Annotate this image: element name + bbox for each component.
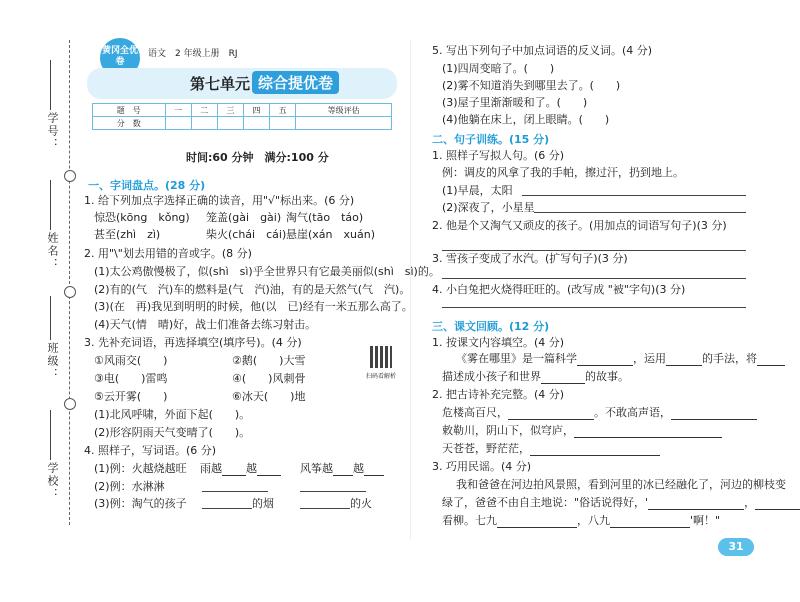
poem-text: 天苍苍，野茫茫， — [442, 442, 530, 455]
score-cell[interactable] — [243, 117, 269, 130]
table-cell: 等级评估 — [296, 104, 392, 117]
score-table — [92, 103, 392, 130]
answer-blank[interactable] — [648, 498, 744, 510]
table-cell: 三 — [217, 104, 243, 117]
unit-label: 第七单元 — [190, 75, 251, 93]
q4-example: (1)例：火越烧越旺 — [94, 462, 187, 475]
question-8: 3. 雪孩子变成了水汽。(扩写句子)(3 分) — [432, 252, 628, 265]
q2-item[interactable]: (2)有的(气 汽)车的燃料是(气 汽)油，有的是天然气(气 汽)。 — [94, 283, 411, 296]
table-cell: 五 — [270, 104, 296, 117]
section-1-title: 一、字词盘点。(28 分) — [88, 179, 206, 192]
answer-blank[interactable] — [333, 464, 353, 476]
answer-line[interactable] — [300, 508, 350, 509]
cut-line — [69, 40, 70, 525]
q2-item[interactable]: (1)太公鸡傲慢极了，似(shì sì)乎全世界只有它最美丽似(shì sì)的。 — [94, 265, 440, 278]
answer-line[interactable] — [442, 278, 746, 279]
q10-text: 的故事。 — [585, 370, 629, 383]
table-cell: 四 — [243, 104, 269, 117]
course-meta: 语文 2 年级上册 RJ — [148, 49, 238, 59]
question-12: 3. 巧用民谣。(4 分) — [432, 460, 532, 473]
q3-blank[interactable]: ②鹅( )大雪 — [232, 354, 306, 367]
answer-line[interactable] — [300, 491, 366, 492]
score-cell[interactable] — [270, 117, 296, 130]
q12-paragraph — [442, 496, 800, 510]
q10-text: 描述成小孩子和世界 — [442, 370, 541, 383]
answer-blank[interactable] — [574, 426, 722, 438]
q4-answer[interactable] — [200, 462, 281, 476]
answer-line[interactable] — [534, 212, 746, 213]
paper-title: 综合提优卷 — [252, 71, 339, 94]
q1-option[interactable]: 悬崖(xán xuán) — [286, 228, 375, 241]
question-5: 5. 写出下列句子中加点词语的反义词。(4 分) — [432, 44, 653, 57]
q2-item[interactable]: (3)(在 再)我见到明明的时候，他(以 已)经有一米五那么高了。 — [94, 300, 413, 313]
answer-blank[interactable] — [364, 464, 384, 476]
q10-line — [442, 370, 629, 384]
q12-paragraph — [442, 514, 720, 528]
hole-marker — [64, 286, 76, 298]
answer-line[interactable] — [442, 250, 746, 251]
answer-blank[interactable] — [666, 354, 702, 366]
q12-text: 看柳。七九 — [442, 514, 497, 527]
question-9: 4. 小白兔把火烧得旺旺的。(改写成 "被"字句)(3 分) — [432, 283, 686, 296]
qr-caption: 扫码看解析 — [366, 373, 397, 380]
q10-text: 《雾在哪里》是一篇科学 — [456, 352, 577, 365]
table-cell: 分 数 — [93, 117, 166, 130]
q3-blank[interactable]: ⑤云开雾( ) — [94, 390, 168, 403]
q5-item[interactable]: (2)雾不知道消失到哪里去了。( ) — [442, 79, 621, 92]
q3-sentence[interactable]: (1)北风呼啸，外面下起( )。 — [94, 408, 251, 421]
q5-item[interactable]: (1)四周变暗了。( ) — [442, 62, 555, 75]
section-3-title: 三、课文回顾。(12 分) — [432, 320, 550, 333]
school-line[interactable] — [50, 410, 51, 460]
table-cell: 一 — [165, 104, 191, 117]
table-cell: 题 号 — [93, 104, 166, 117]
poem-line — [442, 424, 722, 438]
score-cell[interactable] — [191, 117, 217, 130]
q4-word: 越 — [353, 462, 364, 475]
name-line[interactable] — [50, 180, 51, 230]
q1-option[interactable]: 淘气(tāo táo) — [286, 211, 364, 224]
column-divider — [410, 40, 411, 540]
q10-text: 的手法，将 — [702, 352, 757, 365]
q10-text: ，运用 — [633, 352, 666, 365]
q1-option[interactable]: 笼盖(gài gài) — [206, 211, 282, 224]
answer-line[interactable] — [522, 195, 746, 196]
q12-text: ，八九 — [577, 514, 610, 527]
answer-blank[interactable] — [530, 444, 660, 456]
q3-sentence[interactable]: (2)形容阴雨天气变晴了( )。 — [94, 426, 251, 439]
class-label: 班级： — [46, 342, 59, 381]
question-7: 2. 他是个又淘气又顽皮的孩子。(用加点的词语写句子)(3 分) — [432, 219, 727, 232]
answer-blank[interactable] — [671, 408, 757, 420]
answer-line[interactable] — [202, 508, 252, 509]
hole-marker — [64, 170, 76, 182]
q4-example: (3)例：淘气的孩子 — [94, 497, 187, 510]
question-4: 4. 照样子，写词语。(6 分) — [84, 444, 217, 457]
question-6: 1. 照样子写拟人句。(6 分) — [432, 149, 565, 162]
page-number: 31 — [718, 538, 754, 556]
answer-blank[interactable] — [497, 516, 577, 528]
poem-line — [442, 406, 757, 420]
q3-blank[interactable]: ④( )风刺骨 — [232, 372, 306, 385]
q4-word: 的烟 — [252, 497, 274, 510]
score-cell[interactable] — [296, 117, 392, 130]
q1-option[interactable]: 甚至(zhì zì) — [94, 228, 161, 241]
q3-blank[interactable]: ⑥冰天( )地 — [232, 390, 306, 403]
q4-word: 的火 — [350, 497, 372, 510]
question-11: 2. 把古诗补充完整。(4 分) — [432, 388, 565, 401]
name-label: 姓名： — [46, 232, 59, 271]
q12-text: 绿了，爸爸不由自主地说："俗话说得好，' — [442, 496, 649, 509]
poem-text: 敕勒川，阴山下，似穹庐， — [442, 424, 574, 437]
student-id-label: 学号： — [46, 112, 59, 151]
time-score-line: 时间:60 分钟 满分:100 分 — [186, 151, 329, 164]
section-2-title: 二、句子训练。(15 分) — [432, 133, 550, 146]
q5-item[interactable]: (3)屋子里渐渐暖和了。( ) — [442, 96, 588, 109]
brand-logo: 黄冈全优卷 — [100, 38, 140, 78]
answer-blank[interactable] — [577, 354, 633, 366]
poem-line — [442, 442, 660, 456]
q4-answer[interactable] — [300, 462, 384, 476]
qr-code[interactable] — [370, 346, 392, 368]
class-line[interactable] — [50, 296, 51, 340]
q1-option[interactable]: 柴火(chái cái) — [206, 228, 287, 241]
binding-margin — [0, 0, 78, 602]
q6-item: (2)深夜了，小星星 — [442, 201, 535, 214]
answer-blank[interactable] — [541, 372, 585, 384]
poem-text: 。不敢高声语， — [594, 406, 671, 419]
answer-blank[interactable] — [257, 464, 281, 476]
answer-blank[interactable] — [222, 464, 246, 476]
q2-item[interactable]: (4)天气(情 晴)好，战士们准备去练习射击。 — [94, 318, 317, 331]
poem-text: 危楼高百尺， — [442, 406, 508, 419]
hole-marker — [64, 398, 76, 410]
q4-word: 越 — [246, 462, 257, 475]
q12-text: ， — [744, 496, 756, 509]
q4-example: (2)例：水淋淋 — [94, 480, 165, 493]
q3-blank[interactable]: ③电( )雷鸣 — [94, 372, 168, 385]
q4-word: 风筝越 — [300, 462, 333, 475]
answer-line[interactable] — [442, 307, 746, 308]
score-table-score-row — [93, 117, 392, 130]
q3-blank[interactable]: ①风雨交( ) — [94, 354, 168, 367]
question-1: 1. 给下列加点字选择正确的读音，用"√"标出来。(6 分) — [84, 194, 355, 207]
question-10: 1. 按课文内容填空。(4 分) — [432, 336, 565, 349]
question-2: 2. 用"\"划去用错的音或字。(8 分) — [84, 247, 252, 260]
q12-paragraph: 我和爸爸在河边拍风景照，看到河里的冰已经融化了，河边的柳枝变 — [456, 478, 786, 491]
answer-line[interactable] — [202, 491, 268, 492]
q10-line — [456, 352, 785, 366]
answer-blank[interactable] — [508, 408, 594, 420]
score-cell[interactable] — [165, 117, 191, 130]
q4-word: 雨越 — [200, 462, 222, 475]
score-cell[interactable] — [217, 117, 243, 130]
question-3: 3. 先补充词语，再选择填空(填序号)。(4 分) — [84, 336, 302, 349]
answer-blank[interactable] — [757, 354, 785, 366]
school-label: 学校： — [46, 462, 59, 501]
table-cell: 二 — [191, 104, 217, 117]
q12-text: '啊！" — [690, 514, 721, 527]
student-id-line[interactable] — [50, 60, 51, 110]
q5-item[interactable]: (4)他躺在床上，闭上眼睛。( ) — [442, 113, 610, 126]
q6-item: (1)早晨，太阳 — [442, 184, 513, 197]
q6-example: 例：调皮的风拿了我的手帕，擦过汗，扔到地上。 — [442, 166, 684, 179]
answer-blank[interactable] — [610, 516, 690, 528]
score-table-header-row — [93, 104, 392, 117]
q1-option[interactable]: 惊恐(kōng kǒng) — [94, 211, 190, 224]
answer-blank[interactable] — [755, 498, 800, 510]
